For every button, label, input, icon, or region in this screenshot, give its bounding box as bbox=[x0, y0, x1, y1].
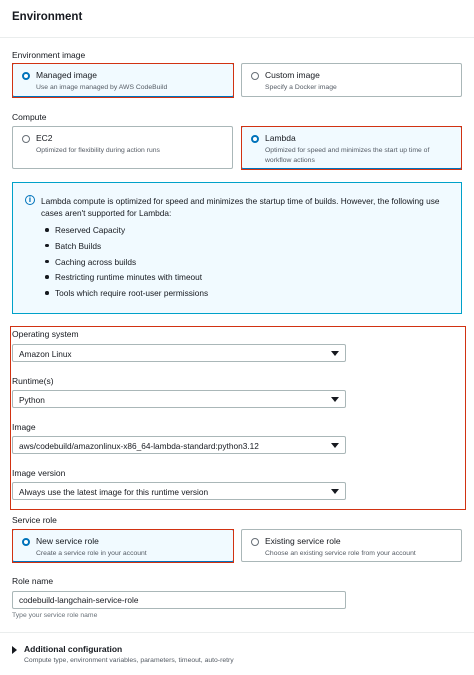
divider bbox=[0, 632, 474, 633]
caret-right-icon bbox=[12, 646, 17, 654]
image-version-select[interactable] bbox=[12, 482, 346, 500]
caret-down-icon bbox=[331, 443, 339, 448]
ec2-option[interactable] bbox=[12, 126, 233, 169]
custom-image-desc: Specify a Docker image bbox=[265, 84, 337, 91]
list-item: Reserved Capacity bbox=[45, 224, 208, 240]
image-version-value: Always use the latest image for this runtime version bbox=[19, 487, 209, 497]
ec2-radio[interactable] bbox=[22, 135, 30, 143]
existing-service-role-title: Existing service role bbox=[265, 536, 341, 546]
additional-configuration-desc: Compute type, environment variables, parameters, timeout, auto-retry bbox=[24, 657, 234, 664]
list-item: Batch Builds bbox=[45, 240, 208, 256]
operating-system-value: Amazon Linux bbox=[19, 349, 72, 359]
list-item: Caching across builds bbox=[45, 256, 208, 272]
managed-image-title: Managed image bbox=[36, 70, 97, 80]
lambda-title: Lambda bbox=[265, 133, 296, 143]
existing-service-role-option[interactable] bbox=[241, 529, 462, 562]
list-item: Restricting runtime minutes with timeout bbox=[45, 271, 208, 287]
caret-down-icon bbox=[331, 397, 339, 402]
new-service-role-option[interactable] bbox=[12, 529, 234, 562]
lambda-radio[interactable] bbox=[251, 135, 259, 143]
caret-down-icon bbox=[331, 489, 339, 494]
runtime-label: Runtime(s) bbox=[12, 376, 54, 386]
operating-system-label: Operating system bbox=[12, 329, 79, 339]
info-text: Lambda compute is optimized for speed and minimizes the startup time of builds. However, the following use cases aren't supported for Lambda: bbox=[41, 196, 440, 218]
existing-service-role-desc: Choose an existing service role from your account bbox=[265, 550, 416, 557]
managed-image-radio[interactable] bbox=[22, 72, 30, 80]
role-name-label: Role name bbox=[12, 576, 54, 586]
image-version-label: Image version bbox=[12, 468, 66, 478]
compute-label: Compute bbox=[12, 112, 47, 122]
image-select[interactable] bbox=[12, 436, 346, 454]
unsupported-list bbox=[45, 224, 208, 303]
role-name-input[interactable] bbox=[13, 592, 345, 608]
page-title: Environment bbox=[12, 11, 83, 23]
environment-image-label: Environment image bbox=[12, 50, 86, 60]
custom-image-title: Custom image bbox=[265, 70, 320, 80]
image-value: aws/codebuild/amazonlinux-x86_64-lambda-standard:python3.12 bbox=[19, 441, 259, 451]
role-name-field[interactable] bbox=[12, 591, 346, 609]
additional-configuration-title[interactable]: Additional configuration bbox=[24, 644, 123, 654]
operating-system-select[interactable] bbox=[12, 344, 346, 362]
ec2-desc: Optimized for flexibility during action runs bbox=[36, 147, 160, 154]
managed-image-desc: Use an image managed by AWS CodeBuild bbox=[36, 84, 168, 91]
custom-image-radio[interactable] bbox=[251, 72, 259, 80]
existing-service-role-radio[interactable] bbox=[251, 538, 259, 546]
ec2-title: EC2 bbox=[36, 133, 53, 143]
custom-image-option[interactable] bbox=[241, 63, 462, 97]
lambda-option[interactable] bbox=[241, 126, 462, 169]
service-role-label: Service role bbox=[12, 515, 57, 525]
new-service-role-title: New service role bbox=[36, 536, 99, 546]
image-label: Image bbox=[12, 422, 36, 432]
new-service-role-desc: Create a service role in your account bbox=[36, 550, 147, 557]
new-service-role-radio[interactable] bbox=[22, 538, 30, 546]
managed-image-option[interactable] bbox=[12, 63, 234, 97]
info-icon: i bbox=[25, 195, 35, 205]
environment-header bbox=[0, 0, 474, 38]
list-item: Tools which require root-user permissions bbox=[45, 287, 208, 303]
runtime-select[interactable] bbox=[12, 390, 346, 408]
lambda-info-alert bbox=[12, 182, 462, 314]
lambda-desc: Optimized for speed and minimizes the start up time of workflow actions bbox=[265, 147, 430, 164]
runtime-value: Python bbox=[19, 395, 45, 405]
caret-down-icon bbox=[331, 351, 339, 356]
role-name-hint: Type your service role name bbox=[12, 612, 98, 619]
